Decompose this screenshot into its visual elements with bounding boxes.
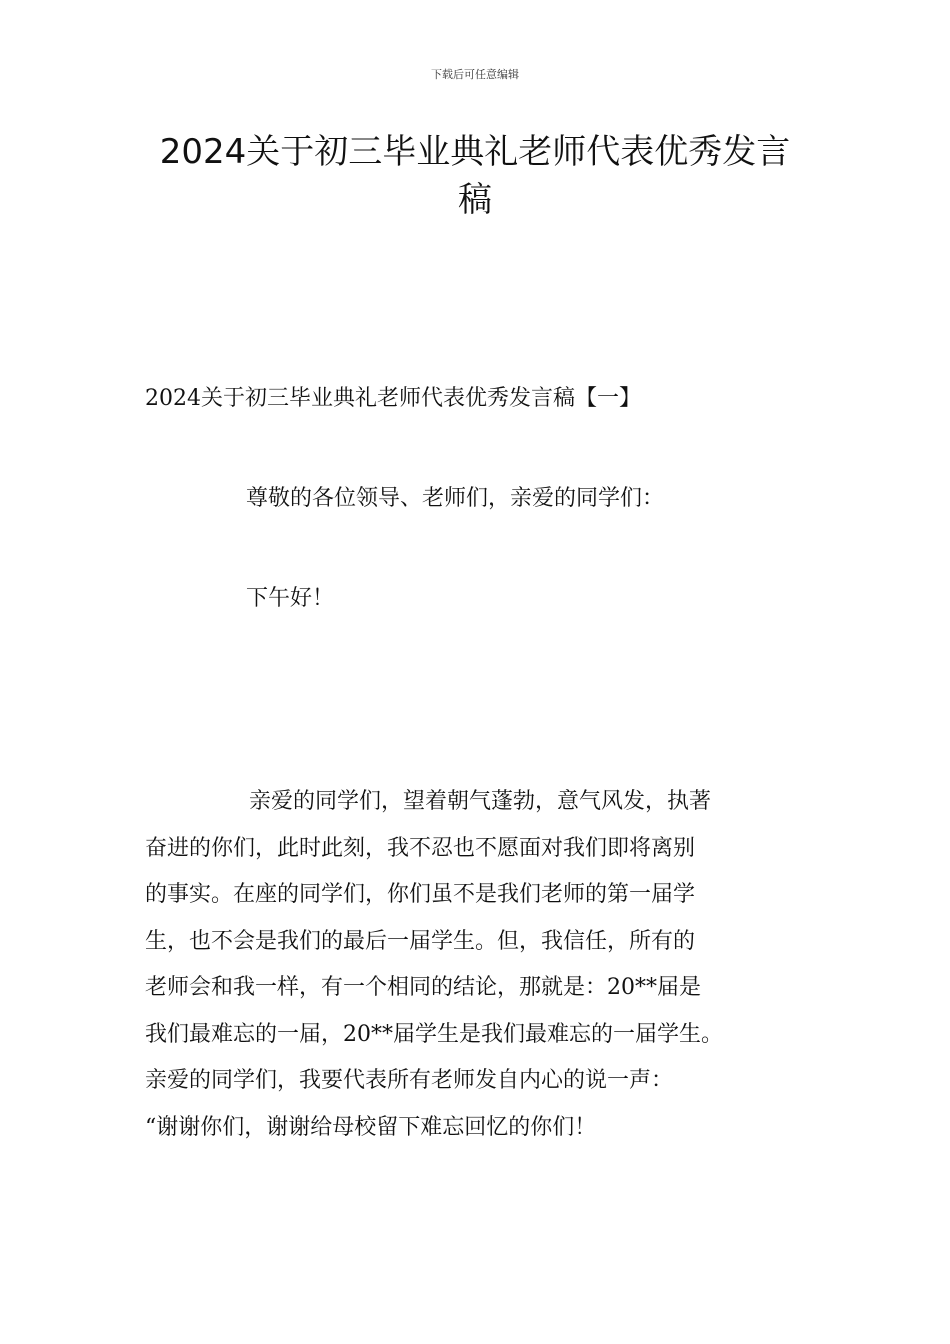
paragraph-line: 亲爱的同学们，望着朝气蓬勃，意气风发，执著 xyxy=(249,789,712,814)
section-heading: 2024关于初三毕业典礼老师代表优秀发言稿【一】 xyxy=(145,386,641,411)
document-title xyxy=(140,128,810,224)
body-paragraph xyxy=(145,779,835,1151)
paragraph-line: 奋进的你们，此时此刻，我不忍也不愿面对我们即将离别 xyxy=(145,835,696,861)
document-title-line-2: 稿 xyxy=(458,180,492,220)
paragraph-line: 老师会和我一样，有一个相同的结论，那就是：20**届是 xyxy=(145,975,701,1000)
document-title-line-1: 2024关于初三毕业典礼老师代表优秀发言 xyxy=(159,132,791,172)
greeting: 下午好！ xyxy=(246,586,335,611)
paragraph-line: 我们最难忘的一届，20**届学生是我们最难忘的一届学生。 xyxy=(145,1021,723,1047)
header-note: 下载后可任意编辑 xyxy=(431,68,519,81)
paragraph-line: 的事实。在座的同学们，你们虽不是我们老师的第一届学 xyxy=(145,882,696,907)
paragraph-line: “谢谢你们，谢谢给母校留下难忘回忆的你们！ xyxy=(145,1114,597,1140)
salutation: 尊敬的各位领导、老师们，亲爱的同学们： xyxy=(246,486,665,511)
paragraph-line: 生，也不会是我们的最后一届学生。但，我信任，所有的 xyxy=(145,928,696,954)
paragraph-line: 亲爱的同学们，我要代表所有老师发自内心的说一声： xyxy=(145,1068,674,1093)
